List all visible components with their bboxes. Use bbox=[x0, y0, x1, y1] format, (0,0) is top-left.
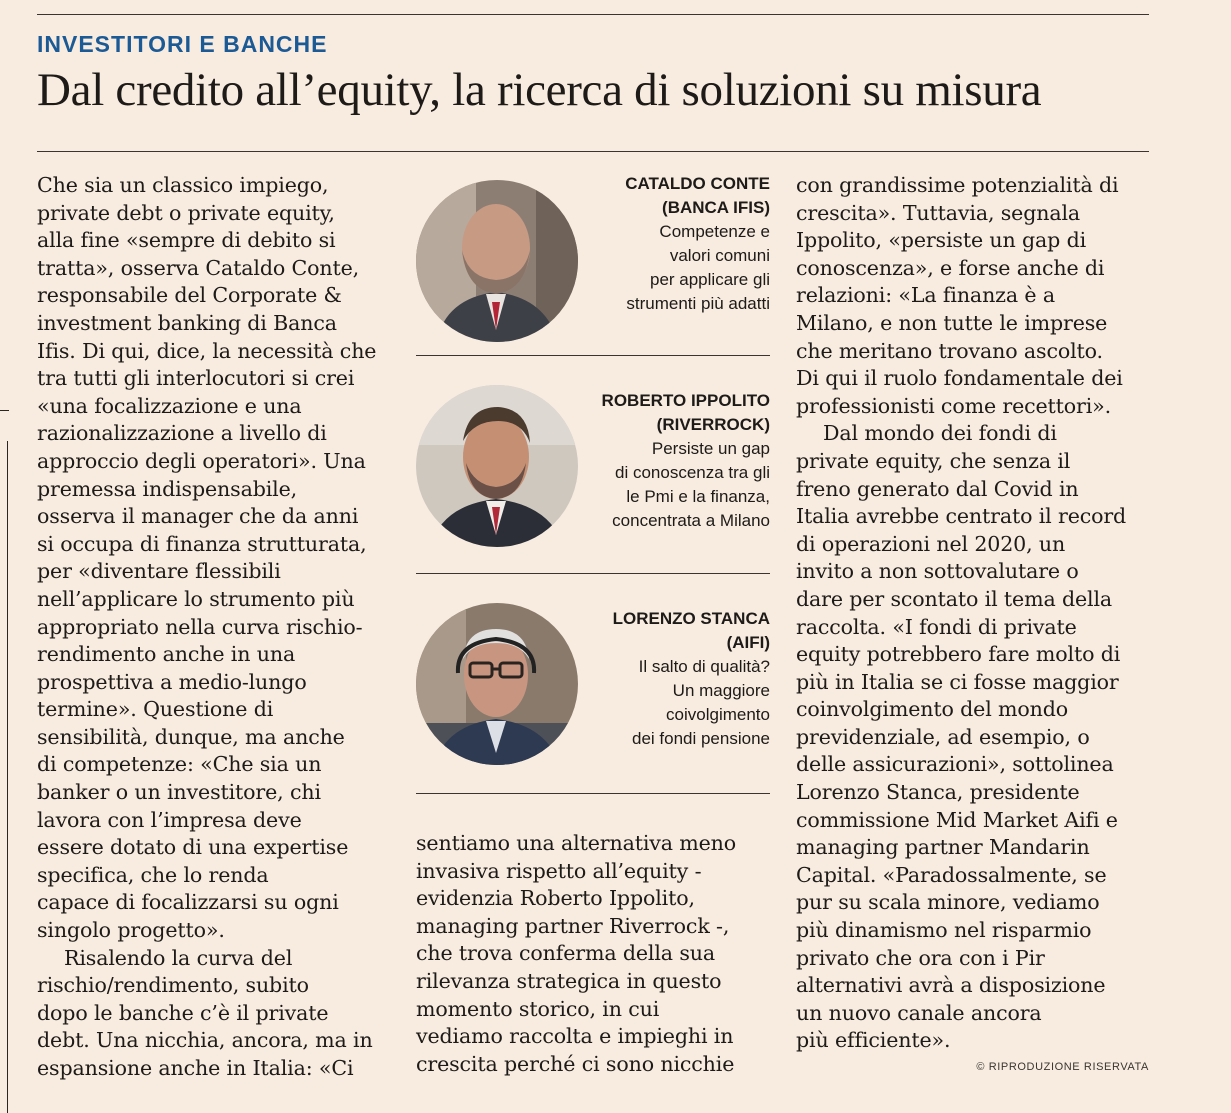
body-line: sentiamo una alternativa meno bbox=[416, 831, 737, 855]
profile-name bbox=[613, 607, 770, 655]
article-column-1 bbox=[37, 172, 397, 1083]
body-line: private equity, che senza il bbox=[796, 448, 1071, 473]
body-line: più efficiente». bbox=[796, 1028, 951, 1053]
body-line: Lorenzo Stanca, presidente bbox=[796, 780, 1080, 805]
body-line: evidenzia Roberto Ippolito, bbox=[416, 886, 695, 911]
body-line: momento storico, in cui bbox=[416, 996, 660, 1021]
profile-name bbox=[602, 389, 770, 437]
person-org: (BANCA IFIS) bbox=[662, 198, 770, 217]
quote-line: concentrata a Milano bbox=[612, 511, 770, 530]
body-line: private debt o private equity, bbox=[37, 200, 335, 225]
body-line: essere dotato di una expertise bbox=[37, 835, 349, 860]
quote-line: strumenti più adatti bbox=[626, 294, 770, 313]
profile-divider bbox=[416, 355, 770, 356]
portrait-photo bbox=[416, 180, 578, 342]
body-line: Dal mondo dei fondi di bbox=[823, 421, 1057, 446]
quote-line: le Pmi e la finanza, bbox=[626, 487, 770, 506]
body-line: raccolta. «I fondi di private bbox=[796, 614, 1077, 639]
body-line: nell’applicare lo strumento più bbox=[37, 586, 355, 611]
body-line: capace di focalizzarsi su ogni bbox=[37, 890, 339, 915]
body-line: un nuovo canale ancora bbox=[796, 1000, 1042, 1025]
body-line: Risalendo la curva del bbox=[64, 945, 293, 970]
profile-divider bbox=[416, 573, 770, 574]
body-line: Che sia un classico impiego, bbox=[37, 173, 329, 197]
sidebar-edge-tick bbox=[0, 410, 9, 411]
sidebar-edge-line bbox=[7, 441, 8, 1113]
profile-quote bbox=[632, 655, 770, 751]
body-line: lavora con l’impresa deve bbox=[37, 807, 302, 832]
body-line: pur su scala minore, vediamo bbox=[796, 890, 1100, 915]
body-line: equity potrebbero fare molto di bbox=[796, 642, 1121, 667]
body-line: dopo le banche c’è il private bbox=[37, 1000, 329, 1025]
body-line: rendimento anche in una bbox=[37, 642, 296, 667]
headline-rule bbox=[37, 151, 1149, 152]
body-line: di operazioni nel 2020, un bbox=[796, 531, 1066, 556]
body-line: sensibilità, dunque, ma anche bbox=[37, 724, 345, 749]
quote-line: Competenze e bbox=[659, 222, 770, 241]
body-line: dare per scontato il tema della bbox=[796, 586, 1113, 611]
body-line: rilevanza strategica in questo bbox=[416, 968, 722, 993]
body-line: per «diventare flessibili bbox=[37, 559, 281, 584]
quote-line: valori comuni bbox=[669, 246, 770, 265]
body-line: che trova conferma della sua bbox=[416, 941, 715, 966]
section-kicker: INVESTITORI E BANCHE bbox=[37, 31, 328, 57]
quote-line: Persiste un gap bbox=[651, 439, 770, 458]
profile-cataldo-conte bbox=[416, 172, 770, 342]
body-line: «una focalizzazione e una bbox=[37, 393, 302, 418]
page-title: Dal credito all’equity, la ricerca di soluzioni su misura bbox=[37, 64, 1042, 116]
profile-divider bbox=[416, 793, 770, 794]
copyright-notice: © RIPRODUZIONE RISERVATA bbox=[976, 1061, 1149, 1073]
body-line: con grandissime potenzialità di bbox=[796, 173, 1119, 197]
quote-line: dei fondi pensione bbox=[631, 729, 770, 748]
profile-quote bbox=[626, 220, 770, 316]
body-line: appropriato nella curva rischio- bbox=[37, 614, 363, 639]
quote-line: Un maggiore bbox=[672, 681, 770, 700]
body-line: invasiva rispetto all’equity - bbox=[416, 858, 702, 883]
profile-roberto-ippolito bbox=[416, 389, 770, 559]
body-line: professionisti come recettori». bbox=[796, 393, 1112, 418]
body-line: approccio degli operatori». Una bbox=[37, 448, 366, 473]
body-line: crescita». Tuttavia, segnala bbox=[796, 200, 1081, 225]
body-line: commissione Mid Market Aifi e bbox=[796, 807, 1118, 832]
body-line: relazioni: «La finanza è a bbox=[796, 283, 1055, 308]
body-line: espansione anche in Italia: «Ci bbox=[37, 1056, 354, 1080]
body-line: di competenze: «Che sia un bbox=[37, 752, 322, 777]
body-line: Di qui il ruolo fondamentale dei bbox=[796, 366, 1123, 391]
body-line: tratta», osserva Cataldo Conte, bbox=[37, 255, 360, 280]
body-line: freno generato dal Covid in bbox=[796, 476, 1079, 501]
person-name: ROBERTO IPPOLITO bbox=[601, 391, 770, 410]
body-line: prospettiva a medio-lungo bbox=[37, 669, 307, 694]
body-line: premessa indispensabile, bbox=[37, 476, 298, 501]
body-line: si occupa di finanza strutturata, bbox=[37, 531, 367, 556]
body-line: Ippolito, «persiste un gap di bbox=[796, 228, 1087, 253]
body-line: osserva il manager che da anni bbox=[37, 504, 359, 529]
body-line: coinvolgimento del mondo bbox=[796, 697, 1069, 722]
body-line: specifica, che lo renda bbox=[37, 862, 269, 887]
body-line: più in Italia se ci fosse maggior bbox=[796, 669, 1119, 694]
body-line: crescita perché ci sono nicchie bbox=[416, 1051, 735, 1076]
body-line: privato che ora con i Pir bbox=[796, 945, 1045, 970]
body-line: conoscenza», e forse anche di bbox=[796, 255, 1105, 280]
person-name: CATALDO CONTE bbox=[625, 174, 770, 193]
body-line: Milano, e non tutte le imprese bbox=[796, 310, 1108, 335]
quote-line: coivolgimento bbox=[666, 705, 770, 724]
body-line: Ifis. Di qui, dice, la necessità che bbox=[37, 338, 377, 363]
body-line: delle assicurazioni», sottolinea bbox=[796, 752, 1114, 777]
body-line: rischio/rendimento, subito bbox=[37, 973, 309, 998]
quote-line: di conoscenza tra gli bbox=[615, 463, 770, 482]
body-line: managing partner Riverrock -, bbox=[416, 913, 730, 938]
body-line: banker o un investitore, chi bbox=[37, 780, 321, 805]
body-line: alternativi avrà a disposizione bbox=[796, 973, 1106, 998]
person-org: (RIVERROCK) bbox=[656, 415, 770, 434]
body-line: previdenziale, ad esempio, o bbox=[796, 724, 1090, 749]
body-line: alla fine «sempre di debito si bbox=[37, 228, 336, 253]
body-line: vediamo raccolta e impieghi in bbox=[416, 1024, 734, 1049]
body-line: termine». Questione di bbox=[37, 697, 274, 722]
portrait-photo bbox=[416, 385, 578, 547]
article-column-2 bbox=[416, 830, 776, 1078]
body-line: responsabile del Corporate & bbox=[37, 283, 342, 308]
body-line: Italia avrebbe centrato il record bbox=[796, 504, 1127, 529]
body-line: investment banking di Banca bbox=[37, 310, 337, 335]
top-rule bbox=[37, 14, 1149, 15]
quote-line: Il salto di qualità? bbox=[638, 657, 770, 676]
body-line: managing partner Mandarin bbox=[796, 835, 1090, 860]
body-line: Capital. «Paradossalmente, se bbox=[796, 862, 1107, 887]
profile-quote bbox=[612, 437, 770, 533]
body-line: che meritano trovano ascolto. bbox=[796, 338, 1103, 363]
person-org: (AIFI) bbox=[726, 633, 770, 652]
body-line: tra tutti gli interlocutori si crei bbox=[37, 366, 355, 391]
body-line: invito a non sottovalutare o bbox=[796, 559, 1079, 584]
article-column-3 bbox=[796, 172, 1156, 1055]
profile-name bbox=[625, 172, 770, 220]
quote-line: per applicare gli bbox=[649, 270, 770, 289]
profile-lorenzo-stanca bbox=[416, 607, 770, 777]
body-line: singolo progetto». bbox=[37, 918, 225, 943]
person-name: LORENZO STANCA bbox=[612, 609, 770, 628]
body-line: razionalizzazione a livello di bbox=[37, 421, 327, 446]
body-line: più dinamismo nel risparmio bbox=[796, 918, 1092, 943]
portrait-photo bbox=[416, 603, 578, 765]
body-line: debt. Una nicchia, ancora, ma in bbox=[37, 1028, 373, 1053]
